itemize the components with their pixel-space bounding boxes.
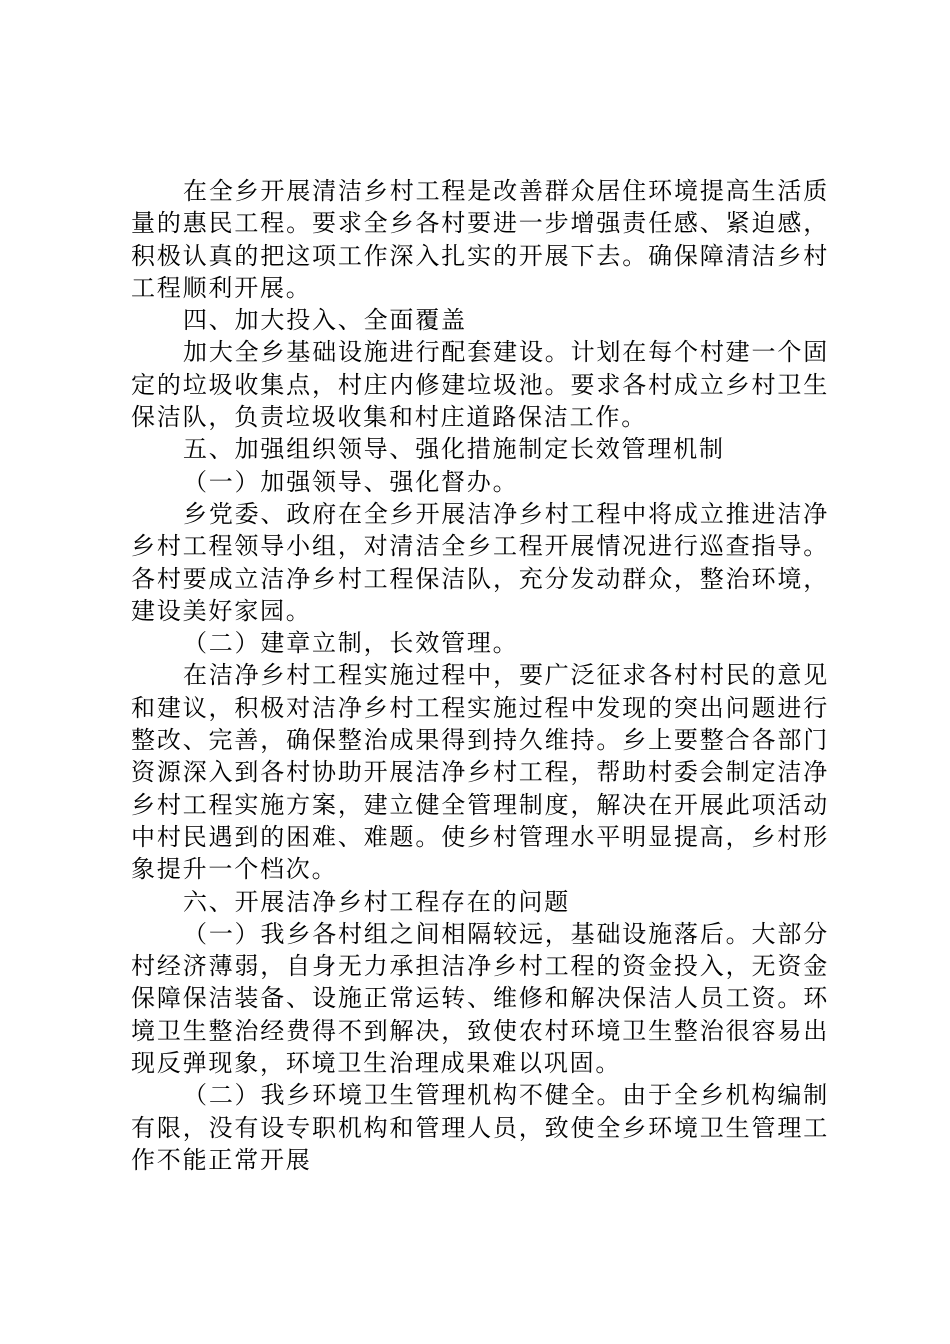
section-heading-6: 六、开展洁净乡村工程存在的问题	[183, 887, 570, 916]
document-page	[131, 175, 829, 1176]
subheading-5-1: （一）加强领导、强化督办。	[183, 467, 519, 496]
paragraph-5-1: 乡党委、政府在全乡开展洁净乡村工程中将成立推进洁净乡村工程领导小组，对清洁全乡工程开展情况进行巡查指导。各村要成立洁净乡村工程保洁队，充分发动群众，整治环境，建设美好家园。	[131, 499, 829, 625]
paragraph-6-1: （一）我乡各村组之间相隔较远，基础设施落后。大部分村经济薄弱，自身无力承担洁净乡村工程的资金投入，无资金保障保洁装备、设施正常运转、维修和解决保洁人员工资。环境卫生整治经费得不到解决，致使农村环境卫生整治很容易出现反弹现象，环境卫生治理成果难以巩固。	[131, 919, 829, 1078]
subheading-5-2: （二）建章立制，长效管理。	[183, 629, 519, 658]
paragraph-section-4: 加大全乡基础设施进行配套建设。计划在每个村建一个固定的垃圾收集点，村庄内修建垃圾池。要求各村成立乡村卫生保洁队，负责垃圾收集和村庄道路保洁工作。	[131, 338, 829, 432]
section-heading-5: 五、加强组织领导、强化措施制定长效管理机制	[183, 435, 725, 464]
paragraph-5-2: 在洁净乡村工程实施过程中，要广泛征求各村村民的意见和建议，积极对洁净乡村工程实施过程中发现的突出问题进行整改、完善，确保整治成果得到持久维持。乡上要整合各部门资源深入到各村协助开展洁净乡村工程，帮助村委会制定洁净乡村工程实施方案，建立健全管理制度，解决在开展此项活动中村民遇到的困难、难题。使乡村管理水平明显提高，乡村形象提升一个档次。	[131, 661, 829, 884]
paragraph-6-2: （二）我乡环境卫生管理机构不健全。由于全乡机构编制有限，没有设专职机构和管理人员，致使全乡环境卫生管理工作不能正常开展	[131, 1081, 829, 1174]
paragraph-intro: 在全乡开展清洁乡村工程是改善群众居住环境提高生活质量的惠民工程。要求全乡各村要进一步增强责任感、紧迫感，积极认真的把这项工作深入扎实的开展下去。确保障清洁乡村工程顺利开展。	[131, 177, 829, 302]
section-heading-4: 四、加大投入、全面覆盖	[183, 306, 467, 335]
